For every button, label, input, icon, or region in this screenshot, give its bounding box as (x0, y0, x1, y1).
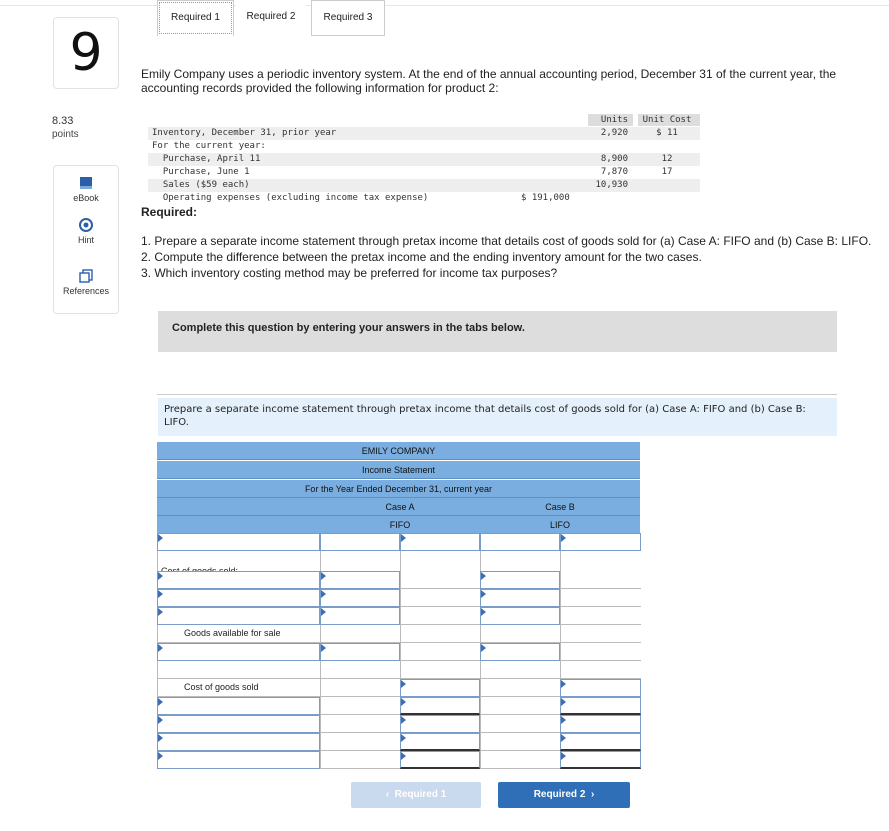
dropdown-arrow-icon (561, 534, 566, 542)
blank-cell (560, 607, 641, 625)
amount-input[interactable] (560, 533, 641, 551)
dropdown-arrow-icon (158, 698, 163, 706)
data-row-units: 2,920 (600, 128, 628, 138)
top-divider (0, 5, 889, 6)
amount-input[interactable] (320, 643, 400, 661)
blank-cell (480, 715, 560, 733)
data-row-label: Operating expenses (excluding income tax expense) (152, 193, 429, 203)
blank-cell (480, 733, 560, 751)
blank-cell (400, 571, 480, 589)
dropdown-arrow-icon (158, 590, 163, 598)
line-item-input[interactable] (157, 571, 320, 589)
statement-row (157, 607, 641, 625)
statement-row (157, 697, 641, 715)
next-required-label: Required 2 (533, 789, 586, 800)
data-row-label: Inventory, December 31, prior year (152, 128, 337, 138)
case-b-method: LIFO (480, 516, 640, 534)
tab-instruction (158, 398, 837, 436)
dropdown-arrow-icon (158, 716, 163, 724)
dropdown-arrow-icon (158, 644, 163, 652)
dropdown-arrow-icon (158, 608, 163, 616)
statement-row (157, 679, 641, 697)
line-item-input[interactable] (157, 589, 320, 607)
line-item-input[interactable] (157, 533, 320, 551)
cogs-total-label: Cost of goods sold (184, 682, 259, 692)
blank-cell (560, 643, 641, 661)
dropdown-arrow-icon (401, 734, 406, 742)
data-row-unit-cost: $ 11 (656, 128, 678, 138)
amount-input[interactable] (400, 733, 480, 751)
statement-row (157, 625, 641, 643)
dropdown-arrow-icon (321, 590, 326, 598)
amount-input[interactable] (480, 571, 560, 589)
question-number: 9 (53, 17, 119, 89)
blank-cell (400, 643, 480, 661)
prev-required-label: Required 1 (394, 789, 447, 800)
dropdown-arrow-icon (481, 608, 486, 616)
statement-header-blank (157, 498, 320, 516)
dropdown-arrow-icon (401, 698, 406, 706)
line-item-input[interactable] (157, 607, 320, 625)
amount-input[interactable] (400, 715, 480, 733)
next-required-button[interactable] (498, 782, 630, 808)
question-tools (53, 165, 119, 314)
blank-cell (400, 607, 480, 625)
amount-input[interactable] (480, 589, 560, 607)
data-row-units: 10,930 (595, 180, 628, 190)
blank-cell (560, 625, 641, 643)
answer-banner (158, 311, 837, 352)
tab-instruction-text: Prepare a separate income statement through pretax income that details cost of goods sold for (a) Case A: FIFO and (b) Case B: LIFO. (164, 404, 806, 428)
tab-required-3[interactable]: Required 3 (311, 0, 385, 36)
statement-row (157, 571, 641, 589)
amount-input[interactable] (400, 751, 480, 769)
blank-cell (560, 589, 641, 607)
amount-input[interactable] (320, 607, 400, 625)
dropdown-arrow-icon (401, 680, 406, 688)
data-row-label: Purchase, April 11 (152, 154, 261, 164)
statement-row (157, 751, 641, 769)
data-row (148, 166, 700, 179)
line-item-input[interactable] (157, 715, 320, 733)
dropdown-arrow-icon (561, 716, 566, 724)
prev-required-button[interactable] (351, 782, 481, 808)
dropdown-arrow-icon (158, 534, 163, 542)
points-value: 8.33 (52, 115, 74, 127)
data-row (148, 127, 700, 140)
statement-row (157, 533, 641, 551)
blank-cell (480, 679, 560, 697)
required-item: 3. Which inventory costing method may be preferred for income tax purposes? (141, 266, 558, 280)
data-row-unit-cost: 17 (661, 167, 673, 177)
blank-cell (157, 661, 320, 679)
tab-divider (157, 394, 837, 395)
blank-cell (480, 697, 560, 715)
statement-row (157, 715, 641, 733)
dropdown-arrow-icon (561, 698, 566, 706)
data-row (148, 179, 700, 192)
line-item-input[interactable] (157, 697, 320, 715)
dropdown-arrow-icon (481, 590, 486, 598)
unit-cost-header: Unit Cost (642, 115, 692, 125)
dropdown-arrow-icon (561, 734, 566, 742)
data-row-label: Purchase, June 1 (152, 167, 250, 177)
amount-input[interactable] (560, 733, 641, 751)
tab-required-1[interactable]: Required 1 (157, 0, 234, 36)
blank-cell (400, 661, 480, 679)
case-a-header: Case A (320, 498, 480, 516)
amount-input[interactable] (560, 679, 641, 697)
amount-input[interactable] (480, 533, 560, 551)
amount-input[interactable] (480, 643, 560, 661)
dropdown-arrow-icon (561, 680, 566, 688)
statement-company: EMILY COMPANY (157, 442, 640, 460)
amount-input[interactable] (320, 571, 400, 589)
line-item-input[interactable] (157, 733, 320, 751)
statement-title: Income Statement (157, 461, 640, 479)
blank-cell (320, 679, 400, 697)
amount-input[interactable] (560, 751, 641, 769)
goods-available-label: Goods available for sale (184, 628, 281, 638)
statement-header-blank (157, 516, 320, 534)
statement-row (157, 733, 641, 751)
points-label: points (52, 129, 79, 140)
references-label: References (62, 286, 110, 296)
dropdown-arrow-icon (158, 572, 163, 580)
statement-period: For the Year Ended December 31, current year (157, 480, 640, 498)
data-row-unit-cost: 12 (661, 154, 673, 164)
case-b-header: Case B (480, 498, 640, 516)
dropdown-arrow-icon (158, 752, 163, 760)
blank-cell (320, 715, 400, 733)
points-info (52, 114, 79, 142)
ebook-label: eBook (73, 193, 99, 203)
dropdown-arrow-icon (401, 752, 406, 760)
question-intro: Emily Company uses a periodic inventory system. At the end of the annual accounting period, December 31 of the current year, the accounting records provided the following information for product 2: (141, 67, 837, 95)
statement-row (157, 643, 641, 661)
cogs-total-cell (157, 679, 320, 697)
amount-input[interactable] (560, 697, 641, 715)
data-row-units: 8,900 (600, 154, 628, 164)
product-data-table (148, 114, 700, 205)
goods-available-cell (157, 625, 320, 643)
amount-input[interactable] (320, 533, 400, 551)
data-row-units: 7,870 (600, 167, 628, 177)
ebook-icon (79, 176, 93, 190)
required-list (141, 234, 881, 282)
hint-button[interactable] (54, 218, 118, 245)
chevron-left-icon: ‹ (385, 789, 390, 800)
statement-row (157, 661, 641, 679)
data-row-amount: $ 191,000 (521, 193, 570, 203)
references-button[interactable] (54, 269, 118, 296)
dropdown-arrow-icon (401, 716, 406, 724)
amount-input[interactable] (560, 715, 641, 733)
ebook-button[interactable] (54, 176, 118, 203)
required-item: 2. Compute the difference between the pretax income and the ending inventory amount for the two cases. (141, 250, 702, 264)
amount-input[interactable] (400, 679, 480, 697)
line-item-input[interactable] (157, 751, 320, 769)
data-header-row (148, 114, 700, 127)
blank-cell (320, 751, 400, 769)
line-item-input[interactable] (157, 643, 320, 661)
blank-cell (400, 625, 480, 643)
dropdown-arrow-icon (401, 534, 406, 542)
blank-cell (320, 661, 400, 679)
blank-cell (320, 733, 400, 751)
dropdown-arrow-icon (561, 752, 566, 760)
blank-cell (480, 661, 560, 679)
data-row (148, 140, 700, 153)
blank-cell (560, 661, 641, 679)
dropdown-arrow-icon (321, 608, 326, 616)
data-row (148, 192, 700, 205)
dropdown-arrow-icon (481, 572, 486, 580)
data-row (148, 153, 700, 166)
blank-cell (320, 625, 400, 643)
dropdown-arrow-icon (321, 644, 326, 652)
amount-input[interactable] (480, 607, 560, 625)
tab-required-2[interactable]: Required 2 (236, 0, 306, 34)
answer-banner-text: Complete this question by entering your answers in the tabs below. (172, 322, 525, 334)
data-row-label: For the current year: (152, 141, 266, 151)
dropdown-arrow-icon (158, 734, 163, 742)
hint-label: Hint (77, 235, 94, 245)
blank-cell (480, 625, 560, 643)
hint-icon (79, 218, 93, 232)
statement-row (157, 589, 641, 607)
case-a-method: FIFO (320, 516, 480, 534)
dropdown-arrow-icon (321, 572, 326, 580)
amount-input[interactable] (400, 533, 480, 551)
blank-cell (400, 589, 480, 607)
blank-cell (560, 571, 641, 589)
blank-cell (480, 751, 560, 769)
references-icon (79, 269, 93, 283)
dropdown-arrow-icon (481, 644, 486, 652)
data-row-label: Sales ($59 each) (152, 180, 250, 190)
amount-input[interactable] (320, 589, 400, 607)
units-header: Units (600, 115, 628, 125)
required-heading: Required: (141, 205, 198, 219)
chevron-right-icon: › (590, 789, 595, 800)
required-item: 1. Prepare a separate income statement through pretax income that details cost of goods sold for (a) Case A: FIFO and (b) Case B: LIFO. (141, 234, 872, 248)
amount-input[interactable] (400, 697, 480, 715)
blank-cell (320, 697, 400, 715)
